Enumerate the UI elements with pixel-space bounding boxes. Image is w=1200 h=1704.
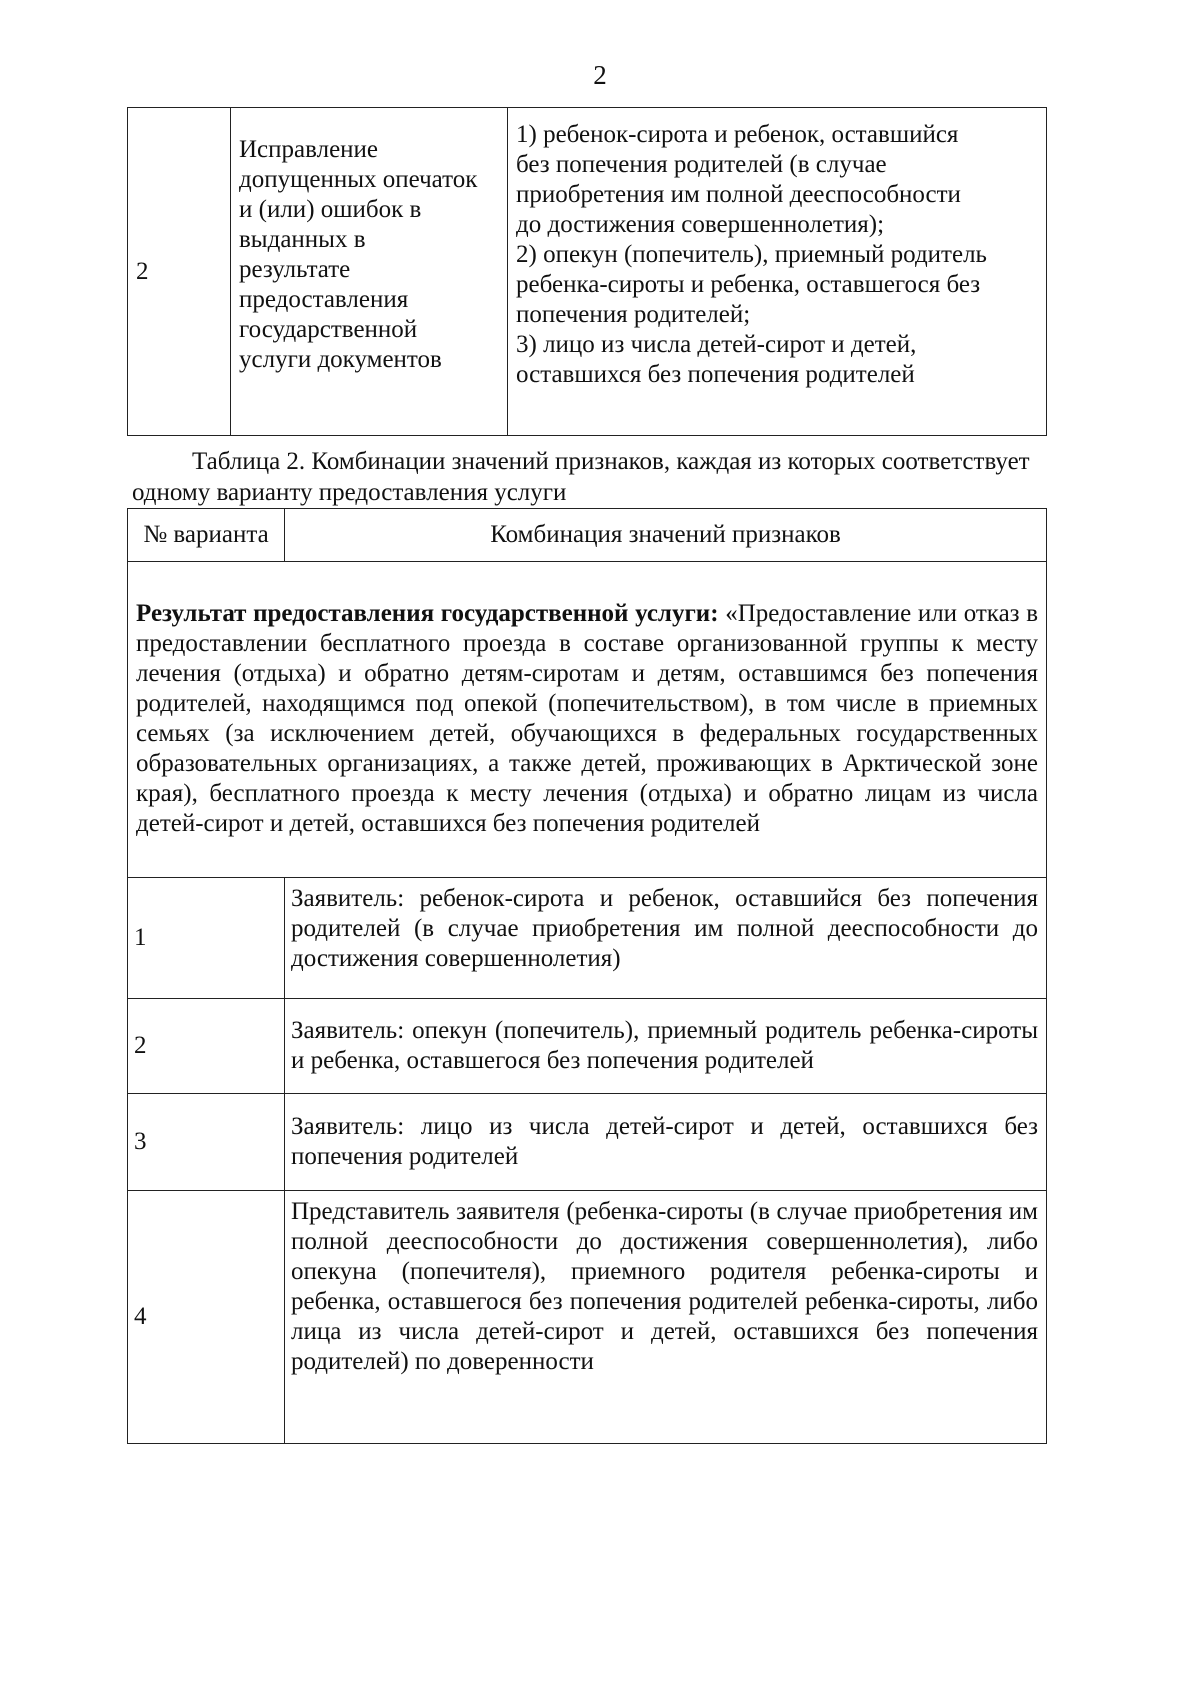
applicant-line: 1) ребенок-сирота и ребенок, оставшийся — [516, 121, 959, 148]
table-header-row — [128, 509, 1047, 562]
variant-number-cell: 4 — [128, 1191, 285, 1444]
service-result-cell — [128, 562, 1047, 878]
variant-number-cell: 2 — [128, 999, 285, 1094]
service-name-line: выданных в — [239, 226, 366, 253]
combination-cell: Заявитель: ребенок-сирота и ребенок, оставшийся без попечения родителей (в случае приобретения им полной дееспособности до достижения совершеннолетия) — [285, 878, 1047, 999]
result-text: «Предоставление или отказ в предоставлении бесплатного проезда в составе организованной группы к месту лечения (отдыха) и обратно детям-сиротам и детям, оставшимся без попечения родителей, находящимся под опекой (попечительством), в том числе в приемных семьях (за исключением детей, обучающихся в федеральных государственных образовательных организациях, а также детей, проживающих в Арктической зоне края), бесплатного проезда к месту лечения (отдыха) и обратно лицам из числа детей-сирот и детей, оставшихся без попечения родителей — [136, 599, 1039, 837]
table-row — [128, 1094, 1047, 1191]
service-name-line: предоставления — [239, 286, 409, 313]
applicants-cell — [508, 108, 1047, 436]
table2-caption — [132, 446, 1132, 508]
applicant-line: попечения родителей; — [516, 301, 751, 328]
table-row — [128, 108, 1047, 436]
applicant-line: 3) лицо из числа детей-сирот и детей, — [516, 331, 917, 358]
row-number-cell: 2 — [128, 108, 231, 436]
variants-table — [127, 508, 1047, 1444]
combination-header: Комбинация значений признаков — [285, 509, 1047, 562]
service-name-line: результате — [239, 256, 351, 283]
result-row — [128, 562, 1047, 878]
combination-cell: Заявитель: опекун (попечитель), приемный родитель ребенка-сироты и ребенка, оставшегося без попечения родителей — [285, 999, 1047, 1094]
applicant-line: до достижения совершеннолетия); — [516, 211, 885, 238]
service-name-line: и (или) ошибок в — [239, 196, 422, 223]
service-name-cell — [231, 108, 508, 436]
variant-number-header: № варианта — [128, 509, 285, 562]
services-table-continuation — [127, 107, 1047, 436]
applicant-line: приобретения им полной дееспособности — [516, 181, 961, 208]
service-name-line: государственной — [239, 316, 418, 343]
table-row — [128, 999, 1047, 1094]
applicant-line: оставшихся без попечения родителей — [516, 361, 915, 388]
service-name-line: услуги документов — [239, 346, 442, 373]
page-number: 2 — [593, 60, 607, 90]
table-row — [128, 878, 1047, 999]
service-name-line: допущенных опечаток — [239, 166, 478, 193]
applicant-line: 2) опекун (попечитель), приемный родитель — [516, 241, 987, 268]
applicant-line: ребенка-сироты и ребенка, оставшегося без — [516, 271, 981, 298]
applicant-line: без попечения родителей (в случае — [516, 151, 887, 178]
service-name-line: Исправление — [239, 136, 379, 163]
caption-line: Таблица 2. Комбинации значений признаков, каждая из которых соответствует — [192, 448, 1030, 475]
combination-cell: Представитель заявителя (ребенка-сироты (в случае приобретения им полной дееспособности до достижения совершеннолетия), либо опекуна (попечителя), приемного родителя ребенка-сироты и ребенка, оставшегося без попечения родителей ребенка-сироты, либо лица из числа детей-сирот и детей, оставшихся без попечения родителей) по доверенности — [285, 1191, 1047, 1444]
table-row — [128, 1191, 1047, 1444]
variant-number-cell: 1 — [128, 878, 285, 999]
result-label: Результат предоставления государственной услуги: — [136, 599, 719, 627]
combination-cell: Заявитель: лицо из числа детей-сирот и детей, оставшихся без попечения родителей — [285, 1094, 1047, 1191]
variant-number-cell: 3 — [128, 1094, 285, 1191]
caption-line: одному варианту предоставления услуги — [132, 479, 567, 506]
